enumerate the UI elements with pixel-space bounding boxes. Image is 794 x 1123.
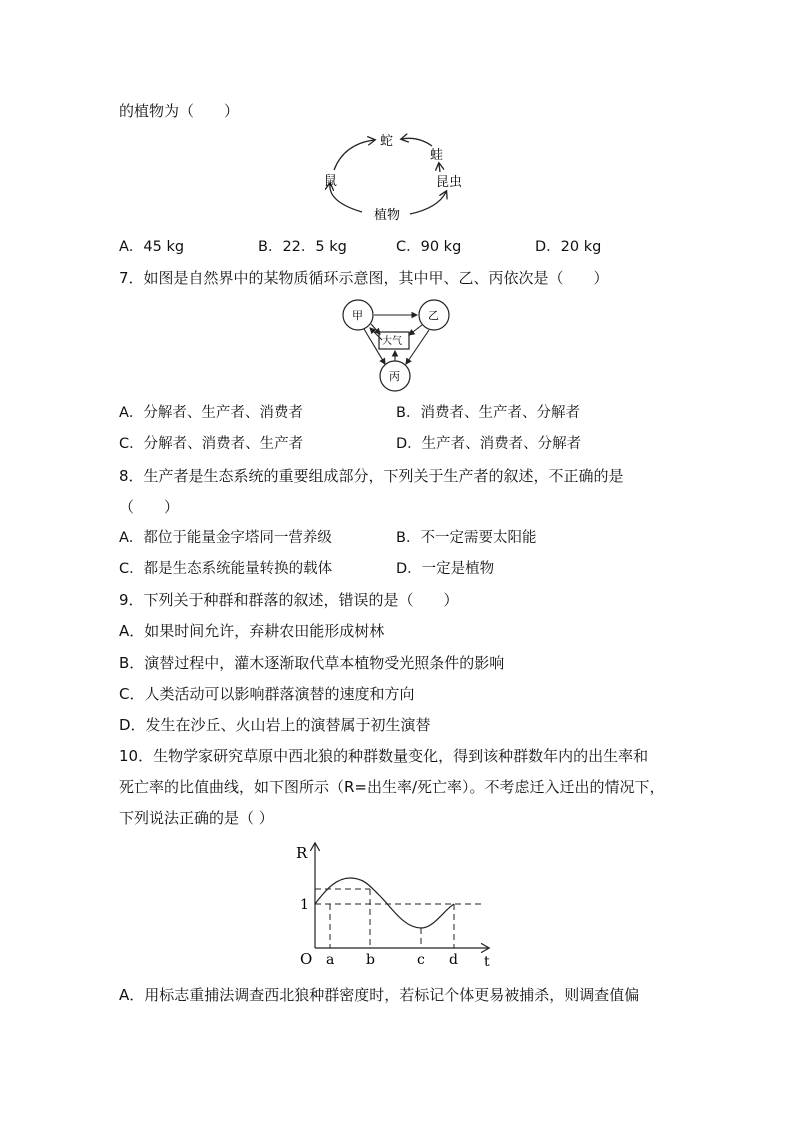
q6-option-a: A．45 kg [119,239,185,255]
y-tick-1: 1 [300,897,309,913]
q7-option-c: C．分解者、消费者、生产者 [119,436,304,452]
q9-stem: 9．下列关于种群和群落的叙述，错误的是（ ） [119,591,459,609]
insect-label: 昆虫 [436,175,463,190]
q6-stem-tail: 的植物为（ ） [119,102,240,120]
x-axis-label: t [484,954,490,970]
q8-stem-2: （ ） [119,498,180,516]
q10-stem-3: 下列说法正确的是（ ） [119,809,274,827]
q7-stem: 7．如图是自然界中的某物质循环示意图，其中甲、乙、丙依次是（ ） [119,269,609,287]
q7-option-b: B．消费者、生产者、分解者 [396,405,580,421]
q6-option-c: C．90 kg [396,239,462,255]
q8-option-a: A．都位于能量金字塔同一营养级 [119,530,332,546]
bing-label: 丙 [389,370,400,383]
q7-option-a: A．分解者、生产者、消费者 [119,405,303,421]
q10-stem-1: 10．生物学家研究草原中西北狼的种群数量变化，得到该种群数年内的出生率和 [119,747,649,765]
origin-label: O [300,950,313,968]
r-curve [315,878,454,928]
q8-option-c: C．都是生态系统能量转换的载体 [119,561,333,577]
q8-option-b: B．不一定需要太阳能 [396,530,537,546]
y-axis-label: R [296,844,308,862]
x-tick-a: a [326,952,335,968]
atmosphere-label: 大气 [382,336,402,347]
q10-option-a: A．用标志重捕法调查西北狼种群密度时，若标记个体更易被捕杀，则调查值偏 [119,986,640,1004]
frog-label: 蛙 [430,148,444,163]
jia-label: 甲 [352,309,363,322]
q6-option-b: B．22．5 kg [258,239,347,255]
mouse-label: 鼠 [324,174,338,189]
q6-option-d: D．20 kg [535,239,602,255]
q7-option-d: D．生产者、消费者、分解者 [396,436,582,452]
r-ratio-graph [292,840,502,972]
q10-stem-2: 死亡率的比值曲线，如下图所示（R=出生率/死亡率）。不考虑迁入迁出的情况下， [119,778,665,796]
snake-label: 蛇 [380,134,394,149]
q9-option-c: C．人类活动可以影响群落演替的速度和方向 [119,685,415,703]
q8-stem: 8．生产者是生态系统的重要组成部分，下列关于生产者的叙述，不正确的是 [119,467,624,485]
q9-option-a: A．如果时间允许，弃耕农田能形成树林 [119,622,385,640]
plant-label: 植物 [374,208,401,223]
x-tick-b: b [366,952,375,968]
q9-option-d: D．发生在沙丘、火山岩上的演替属于初生演替 [119,716,431,734]
cycle-diagram [338,298,458,394]
food-web-diagram [318,126,478,226]
x-tick-c: c [417,952,425,968]
x-tick-d: d [449,952,458,968]
q8-option-d: D．一定是植物 [396,561,495,577]
q9-option-b: B．演替过程中，灌木逐渐取代草本植物受光照条件的影响 [119,654,505,672]
yi-label: 乙 [428,309,439,322]
